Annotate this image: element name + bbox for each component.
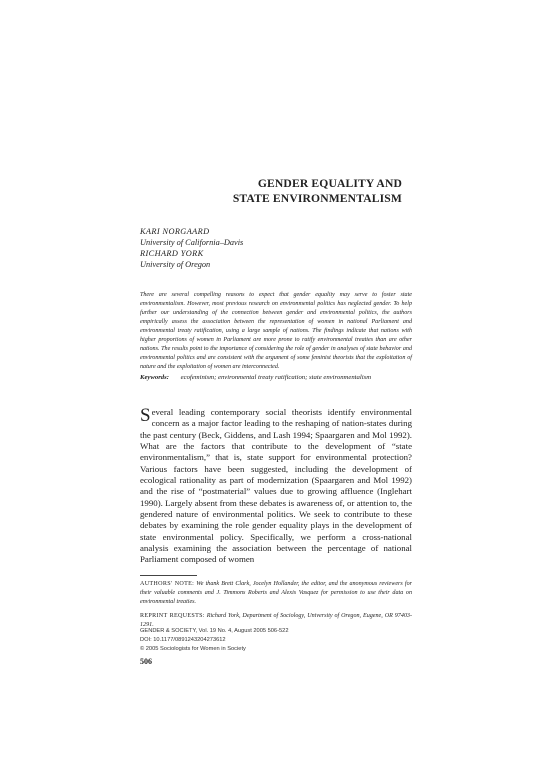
body-paragraph: everal leading contemporary social theorists identify environmental concern as a major factor leading to the reshaping of nation-states during the past century (Beck, Giddens, and Lash 1994; Spaargaren and Mol 1992). What are the factors that contribute to the development of “state environmentalism,” that is, state support for environmental protection? Various factors have been suggested, including the development of ecological rationality as part of modernization (Spaargaren and Mol 1992) and the rise of “postmaterial” values due to growing affluence (Inglehart 1990). Largely absent from these debates is awareness of, or attention to, the gendered nature of environmental politics. We seek to contribute to these debates by examining the role gender equality plays in the development of state environmental policy. Specifically, we perform a cross-national analysis examining the association between the percentage of national Parliament composed of women <box>140 407 412 565</box>
author-affiliation: University of California–Davis <box>140 238 244 247</box>
authors-note-label: AUTHORS' NOTE: <box>140 581 195 587</box>
reprint-label: REPRINT REQUESTS: <box>140 613 205 619</box>
abstract: There are several compelling reasons to expect that gender equality may serve to foster state environmentalism. However, most previous research on environmental politics has neglected gender. To help further our understanding of the connection between gender and environmental politics, the authors empirically assess the association between the representation of women in national Parliament and environmental treaty ratification, using a large sample of nations. The findings indicate that nations with higher proportions of women in Parliament are more prone to ratify environmental treaties than are other nations. The results point to the importance of considering the role of gender in analyses of state behavior and environmental politics and are consistent with the argument of some feminist theorists that the exploitation of nature and the exploitation of women are interconnected. <box>140 292 412 370</box>
body-text <box>140 407 412 566</box>
reprint-text: Richard York, Department of Sociology, University of Oregon, Eugene, OR 97403-1291. <box>140 613 412 628</box>
footnote-rule <box>140 575 197 576</box>
author-affiliation: University of Oregon <box>140 260 211 269</box>
author-name: KARI NORGAARD <box>140 227 210 236</box>
keywords-line <box>140 374 412 381</box>
journal-copyright: © 2005 Sociologists for Women in Society <box>140 646 246 652</box>
keywords-value: ecofeminism; environmental treaty ratification; state environmentalism <box>180 374 372 381</box>
article-title <box>120 176 402 206</box>
authors-note-text: We thank Brett Clark, Jocelyn Hollander, the editor, and the anonymous reviewers for their valuable comments and J. Timmons Roberts and Alexis Vasquez for permission to use their data on environmental treaties. <box>140 581 412 605</box>
journal-info <box>140 627 412 654</box>
author-block <box>140 226 410 270</box>
drop-cap: S <box>140 405 151 426</box>
page-number: 506 <box>140 657 152 666</box>
author-name: RICHARD YORK <box>140 249 204 258</box>
title-line-1: GENDER EQUALITY AND <box>257 177 402 190</box>
authors-note <box>140 580 412 607</box>
title-line-2: STATE ENVIRONMENTALISM <box>232 192 402 205</box>
journal-citation: GENDER & SOCIETY, Vol. 19 No. 4, August 2005 506-522 <box>140 628 289 634</box>
journal-doi: DOI: 10.1177/0891243204273612 <box>140 637 226 643</box>
keywords-label: Keywords: <box>140 374 169 381</box>
